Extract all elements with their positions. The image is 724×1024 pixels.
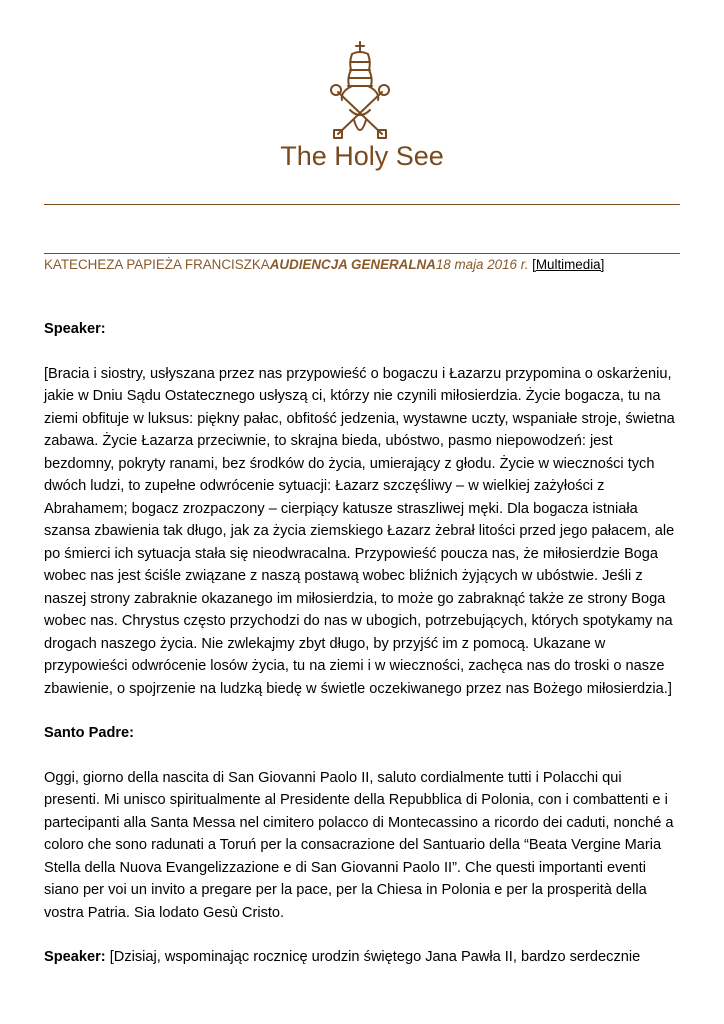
polish-paragraph: [Bracia i siostry, usłyszana przez nas przypowieść o bogaczu i Łazarzu przypomina o oskarżeniu, jakie w Dniu Sądu Ostatecznego usłyszą ci, którzy nie czynili miłosierdzia. Życie bogacza, tu na ziemi obfituje w luksus: piękny pałac, obfitość jedzenia, wystawne uczty, wspaniałe stroje, świetna zabawa. Życie Łazarza przeciwnie, to skrajna bieda, ubóstwo, pasmo niepowodzeń: jest bezdomny, pokryty ranami, bez środków do życia, umierający z głodu. Życie w wieczności tych dwóch ludzi, to zupełne odwrócenie sytuacji: Łazarz szczęśliwy – w wielkiej zażyłości z Abrahamem; bogacz zrozpaczony – cierpiący katusze straszliwej męki. Dla bogacza istniała szansa zbawienia tak długo, jak za życia ziemskiego Łazarz żebrał litości przed jego pałacem, ale po śmierci ich sytuacja stała się nieodwracalna. Przypowieść poucza nas, że miłosierdzie Boga wobec nas jest ściśle związane z naszą postawą wobec bliźnich żyjących w ubóstwie. Jeśli z naszej strony zabraknie okazanego im miłosierdzia, to może go zabraknąć także ze strony Boga wobec nas. Chrystus często przychodzi do nas w ubogich, potrzebujących, których spotykamy na drogach naszego życia. Nie zwlekajmy zbyt długo, by przyjść im z pomocą. Ukazane w przypowieści odwrócenie losów życia, tu na ziemi i w wieczności, zachęca nas do troski o nasze zbawienie, o spojrzenie na ludzką biedę w świetle oczekiwanego przez nas Bożego miłosierdzia.] (44, 365, 675, 697)
header-divider (44, 204, 680, 205)
document-meta (44, 253, 680, 275)
closing-paragraph (44, 946, 680, 969)
santo-padre-heading: Santo Padre: (44, 725, 135, 741)
speaker-heading: Speaker: (44, 321, 106, 337)
document-body (44, 318, 680, 991)
speaker-inline-label: Speaker: (44, 949, 106, 965)
site-title[interactable]: The Holy See (280, 141, 444, 171)
audience-date: 18 maja 2016 r. (435, 257, 529, 272)
closing-text: [Dzisiaj, wspominając rocznicę urodzin świętego Jana Pawła II, bardzo serdecznie (109, 949, 641, 965)
general-audience-label: AUDIENCJA GENERALNA (269, 257, 436, 272)
holy-see-emblem-icon (318, 40, 402, 148)
multimedia-link[interactable]: [Multimedia] (532, 257, 605, 272)
catechesis-label: KATECHEZA PAPIEŻA FRANCISZKA (44, 257, 270, 272)
italian-paragraph: Oggi, giorno della nascita di San Giovanni Paolo II, saluto cordialmente tutti i Polacchi qui presenti. Mi unisco spiritualmente al Presidente della Repubblica di Polonia, con i combattenti e i partecipanti alla Santa Messa nel cimitero polacco di Montecassino a ricordo dei caduti, nonché a coloro che sono radunati a Toruń per la consacrazione del Santuario della “Beata Vergine Maria Stella della Nuova Evangelizzazione e di San Giovanni Paolo II”. Che questi importanti eventi siano per voi un invito a pregare per la pace, per la Chiesa in Polonia e per la prosperità della vostra Patria. Sia lodato Gesù Cristo. (44, 769, 674, 921)
